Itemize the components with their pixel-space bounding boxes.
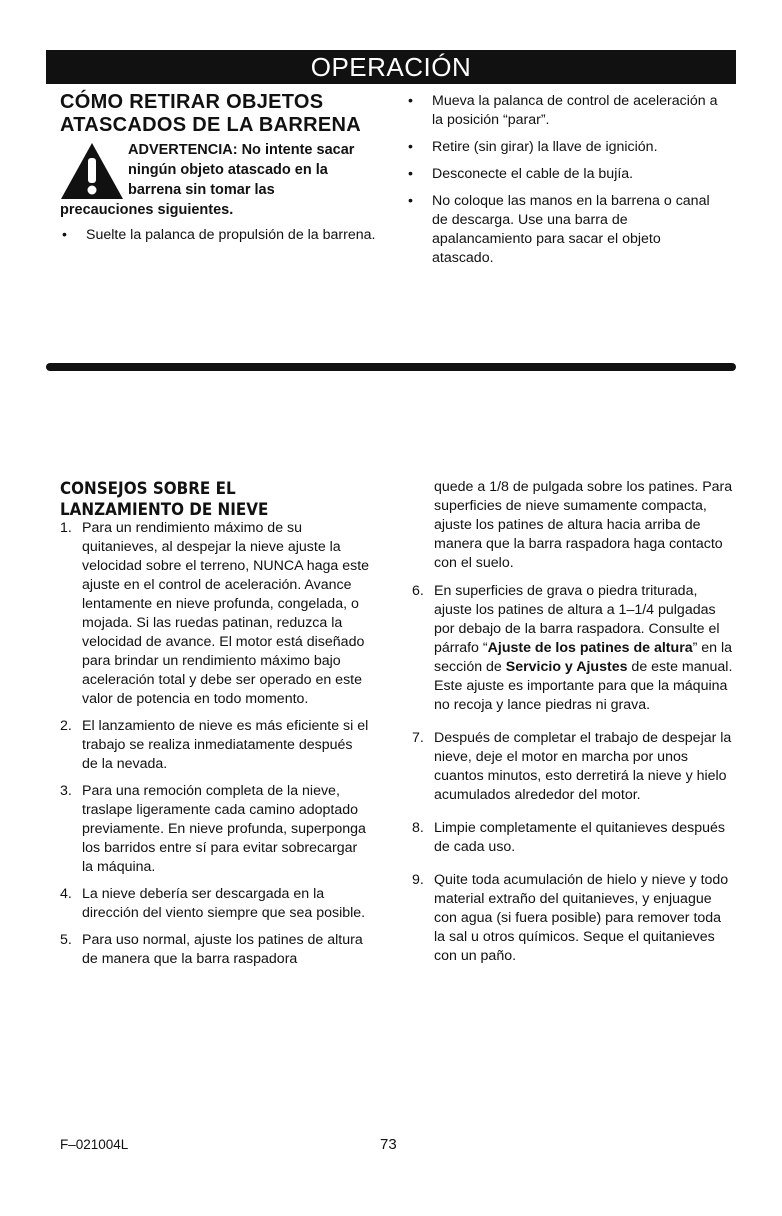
tips-list-right <box>412 582 734 980</box>
list-item <box>412 729 734 805</box>
item-number: 7. <box>412 730 424 746</box>
item-number: 8. <box>412 820 424 836</box>
page-number: 73 <box>380 1136 397 1153</box>
left-bullet-list <box>60 226 376 253</box>
tips-heading <box>60 478 354 520</box>
right-bullet-list <box>406 92 718 276</box>
item-number: 9. <box>412 872 424 888</box>
document-code: F–021004L <box>60 1137 129 1152</box>
item-number: 5. <box>60 932 72 948</box>
item-text: Para una remoción completa de la nieve, traslape ligeramente cada camino adoptado previamente. En nieve profunda, superponga los barridos entre sí para evitar sobrecargar la máquina. <box>82 783 366 875</box>
list-item: • Suelte la palanca de propulsión de la barrena. <box>60 226 376 245</box>
list-item <box>412 582 734 715</box>
item-text: El lanzamiento de nieve es más eficiente si el trabajo se realiza inmediatamente después de la nevada. <box>82 718 369 772</box>
item-text: Para un rendimiento máximo de su quitanieves, al despejar la nieve ajuste la velocidad sobre el terreno, NUNCA haga este ajuste en el control de aceleración. Avance lentamente en nieve profunda, congelada, o mojada. Si las ruedas patinan, reduzca la velocidad de avance. El motor está diseñado para brindar un rendimiento máximo bajo aceleración total y debe ser operado en este valor de potencia en todo momento. <box>82 520 370 707</box>
tips-list-left <box>60 519 370 977</box>
section-banner: OPERACIÓN <box>46 50 736 84</box>
removal-heading-line2: ATASCADOS DE LA BARRENA <box>60 114 361 136</box>
item-number: 4. <box>60 886 72 902</box>
list-item <box>60 519 370 709</box>
list-item <box>60 717 370 774</box>
list-item: • Desconecte el cable de la bujía. <box>406 165 718 184</box>
section-divider <box>46 363 736 371</box>
item-text: En superficies de grava o piedra triturada, ajuste los patines de altura a 1–1/4 pulgadas por debajo de la barra raspadora. Consulte el párrafo “Ajuste de los patines de altura” en la sección de Servicio y Ajustes de este manual. Este ajuste es importante para que la máquina no recoja y lance piedras ni grava. <box>434 583 733 713</box>
warning-text: ADVERTENCIA: No intente sacar ningún objeto atascado en la barrena sin tomar las precauciones siguientes. <box>60 142 355 218</box>
list-item: • Mueva la palanca de control de aceleración a la posición “parar”. <box>406 92 718 130</box>
tips-heading-line2: LANZAMIENTO DE NIEVE <box>60 500 269 519</box>
list-item <box>412 871 734 966</box>
list-item: • Retire (sin girar) la llave de ignición. <box>406 138 718 157</box>
list-item <box>60 782 370 877</box>
bold-reference: Ajuste de los patines de altura <box>487 640 693 656</box>
tips-heading-line1: CONSEJOS SOBRE EL <box>60 479 236 498</box>
removal-heading <box>60 91 380 137</box>
item-text: La nieve debería ser descargada en la dirección del viento siempre que sea posible. <box>82 886 366 921</box>
item-text: Quite toda acumulación de hielo y nieve y todo material extraño del quitanieves, y enjuague con agua (si fuera posible) para remover toda la sal u otros químicos. Seque el quitanieves con un paño. <box>434 872 729 964</box>
item-text: Después de completar el trabajo de despejar la nieve, deje el motor en marcha por unos cuantos minutos, esto derretirá la nieve y hielo acumulados alrededor del motor. <box>434 730 732 803</box>
list-item <box>60 885 370 923</box>
item-number: 2. <box>60 718 72 734</box>
item-number: 1. <box>60 520 72 536</box>
bold-reference: Servicio y Ajustes <box>505 659 628 675</box>
removal-heading-line1: CÓMO RETIRAR OBJETOS <box>60 91 324 113</box>
item-text: Para uso normal, ajuste los patines de altura de manera que la barra raspadora <box>82 932 363 967</box>
item-text: Limpie completamente el quitanieves después de cada uso. <box>434 820 726 855</box>
list-item: • No coloque las manos en la barrena o canal de descarga. Use una barra de apalancamiento para sacar el objeto atascado. <box>406 192 718 268</box>
list-item <box>60 931 370 969</box>
item-number: 6. <box>412 583 424 599</box>
item5-continuation: quede a 1/8 de pulgada sobre los patines. Para superficies de nieve sumamente compacta, ajuste los patines de altura hacia arriba de manera que la barra raspadora haga contacto con el suelo. <box>434 479 733 571</box>
list-item <box>412 819 734 857</box>
item-number: 3. <box>60 783 72 799</box>
